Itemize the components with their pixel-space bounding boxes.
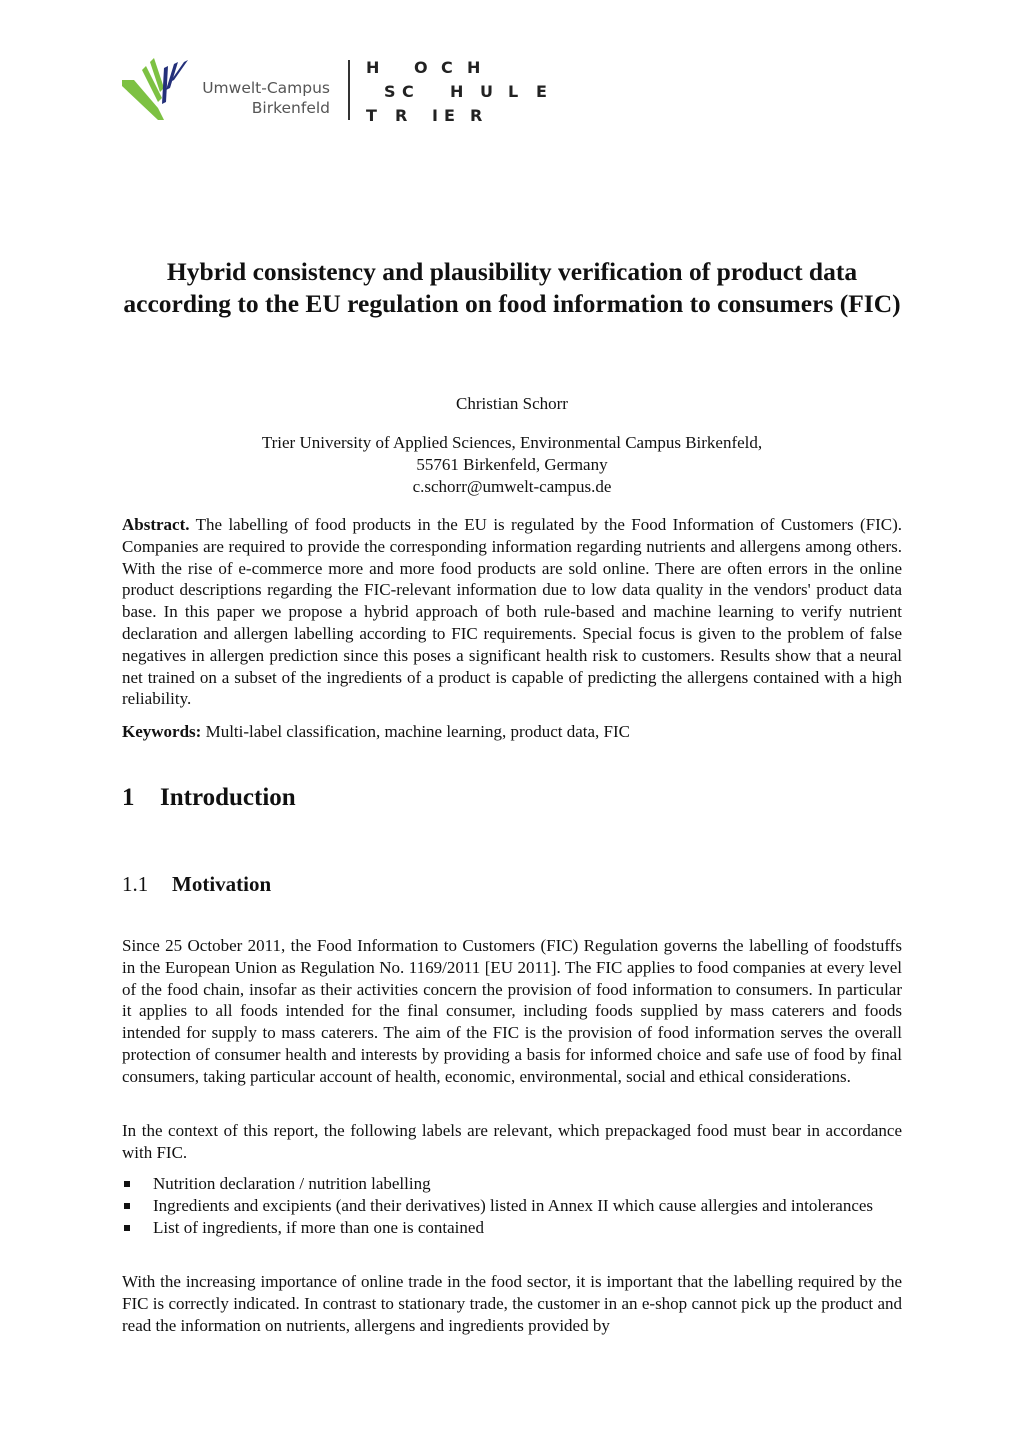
section-title: Introduction (160, 784, 296, 811)
section-number: 1 (122, 784, 135, 811)
keywords-label: Keywords: (122, 722, 202, 741)
body-paragraph-2: In the context of this report, the following labels are relevant, which prepackaged food must bear in accordance with FIC. (122, 1121, 902, 1162)
body-paragraph-3: With the increasing importance of online trade in the food sector, it is important that the labelling required by the FIC is correctly indicated. In contrast to stationary trade, the customer in an e-shop cannot pick up the product and read the information on nutrients, allergens and ingredients provided by (122, 1272, 902, 1335)
logo-divider (348, 60, 350, 120)
wordmark-letter: C (402, 82, 414, 101)
abstract-label: Abstract. (122, 515, 190, 534)
wordmark-letter: L (508, 82, 519, 101)
institution-logo (120, 58, 560, 124)
wordmark-letter: O (414, 58, 428, 77)
wordmark-letter: I (432, 106, 438, 125)
list-item (122, 1217, 902, 1239)
wordmark-letter: H (450, 82, 464, 101)
subsection-number: 1.1 (122, 872, 149, 896)
subsection-heading (122, 872, 271, 897)
list-item-text: Ingredients and excipients (and their derivatives) listed in Annex II which cause allergies and intolerances (153, 1195, 874, 1215)
wordmark-letter: C (441, 58, 453, 77)
author-name: Christian Schorr (456, 394, 568, 413)
paper-title: Hybrid consistency and plausibility verification of product data according to the EU regulation on food information to consumers (FIC) (123, 257, 901, 318)
body-paragraph-1: Since 25 October 2011, the Food Information to Customers (FIC) Regulation governs the labelling of foodstuffs in the European Union as Regulation No. 1169/2011 [EU 2011]. The FIC applies to food companies at every level of the food chain, insofar as their activities concern the provision of food information to consumers. In particular it applies to all foods intended for the final consumer, including foods supplied by mass caterers and foods intended for supply to mass caterers. The aim of the FIC is the provision of food information serves the overall protection of consumer health and interests by providing a basis for informed choice and safe use of food by final consumers, taking particular account of health, economic, environmental, social and ethical considerations. (122, 936, 902, 1086)
affiliation-line2: 55761 Birkenfeld, Germany (416, 455, 608, 474)
list-item (122, 1195, 902, 1217)
keywords (122, 721, 902, 743)
author-affiliation (0, 432, 1024, 498)
bullet-icon (124, 1181, 130, 1187)
section-heading (122, 784, 296, 812)
keywords-text: Multi-label classification, machine learning, product data, FIC (205, 722, 630, 741)
abstract (122, 514, 902, 710)
wordmark-letter: U (480, 82, 493, 101)
wordmark-letter: R (395, 106, 408, 125)
wordmark-row-1 (366, 58, 566, 82)
wordmark-letter: H (366, 58, 380, 77)
wordmark-letter: E (444, 106, 455, 125)
campus-name-line2: Birkenfeld (251, 99, 330, 117)
subsection-title: Motivation (172, 872, 272, 896)
wordmark-letter: T (366, 106, 377, 125)
list-item (122, 1173, 902, 1195)
abstract-text: The labelling of food products in the EU is regulated by the Food Information of Customers (FIC). Companies are required to provide the corresponding information regarding nutrients and allergens among others. With the rise of e-commerce more and more food products are sold online. There are often errors in the online product descriptions regarding the FIC-relevant information due to low data quality in the vendors' product data base. In this paper we propose a hybrid approach of both rule-based and machine learning to verify nutrient declaration and allergen labelling according to FIC requirements. Special focus is given to the problem of false negatives in allergen prediction since this poses a significant health risk to customers. Results show that a neural net trained on a subset of the ingredients of a product is capable of predicting the allergens contained with a high reliability. (122, 515, 902, 709)
affiliation-line1: Trier University of Applied Sciences, Environmental Campus Birkenfeld, (261, 433, 763, 452)
hochschule-trier-wordmark (366, 58, 566, 130)
author-email: c.schorr@umwelt-campus.de (412, 477, 612, 496)
wordmark-row-3 (366, 106, 566, 130)
wordmark-letter: R (470, 106, 483, 125)
wordmark-letter: E (536, 82, 547, 101)
label-requirements-list (122, 1173, 902, 1238)
bullet-icon (124, 1203, 130, 1209)
wordmark-letter: H (467, 58, 481, 77)
wordmark-row-2 (366, 82, 566, 106)
list-item-text: List of ingredients, if more than one is contained (153, 1217, 484, 1237)
campus-name (194, 78, 330, 118)
list-item-text: Nutrition declaration / nutrition labelling (153, 1174, 431, 1193)
campus-name-line1: Umwelt-Campus (202, 79, 330, 97)
bullet-icon (124, 1225, 130, 1231)
wordmark-letter: S (384, 82, 396, 101)
umwelt-campus-logo-mark (120, 58, 192, 120)
